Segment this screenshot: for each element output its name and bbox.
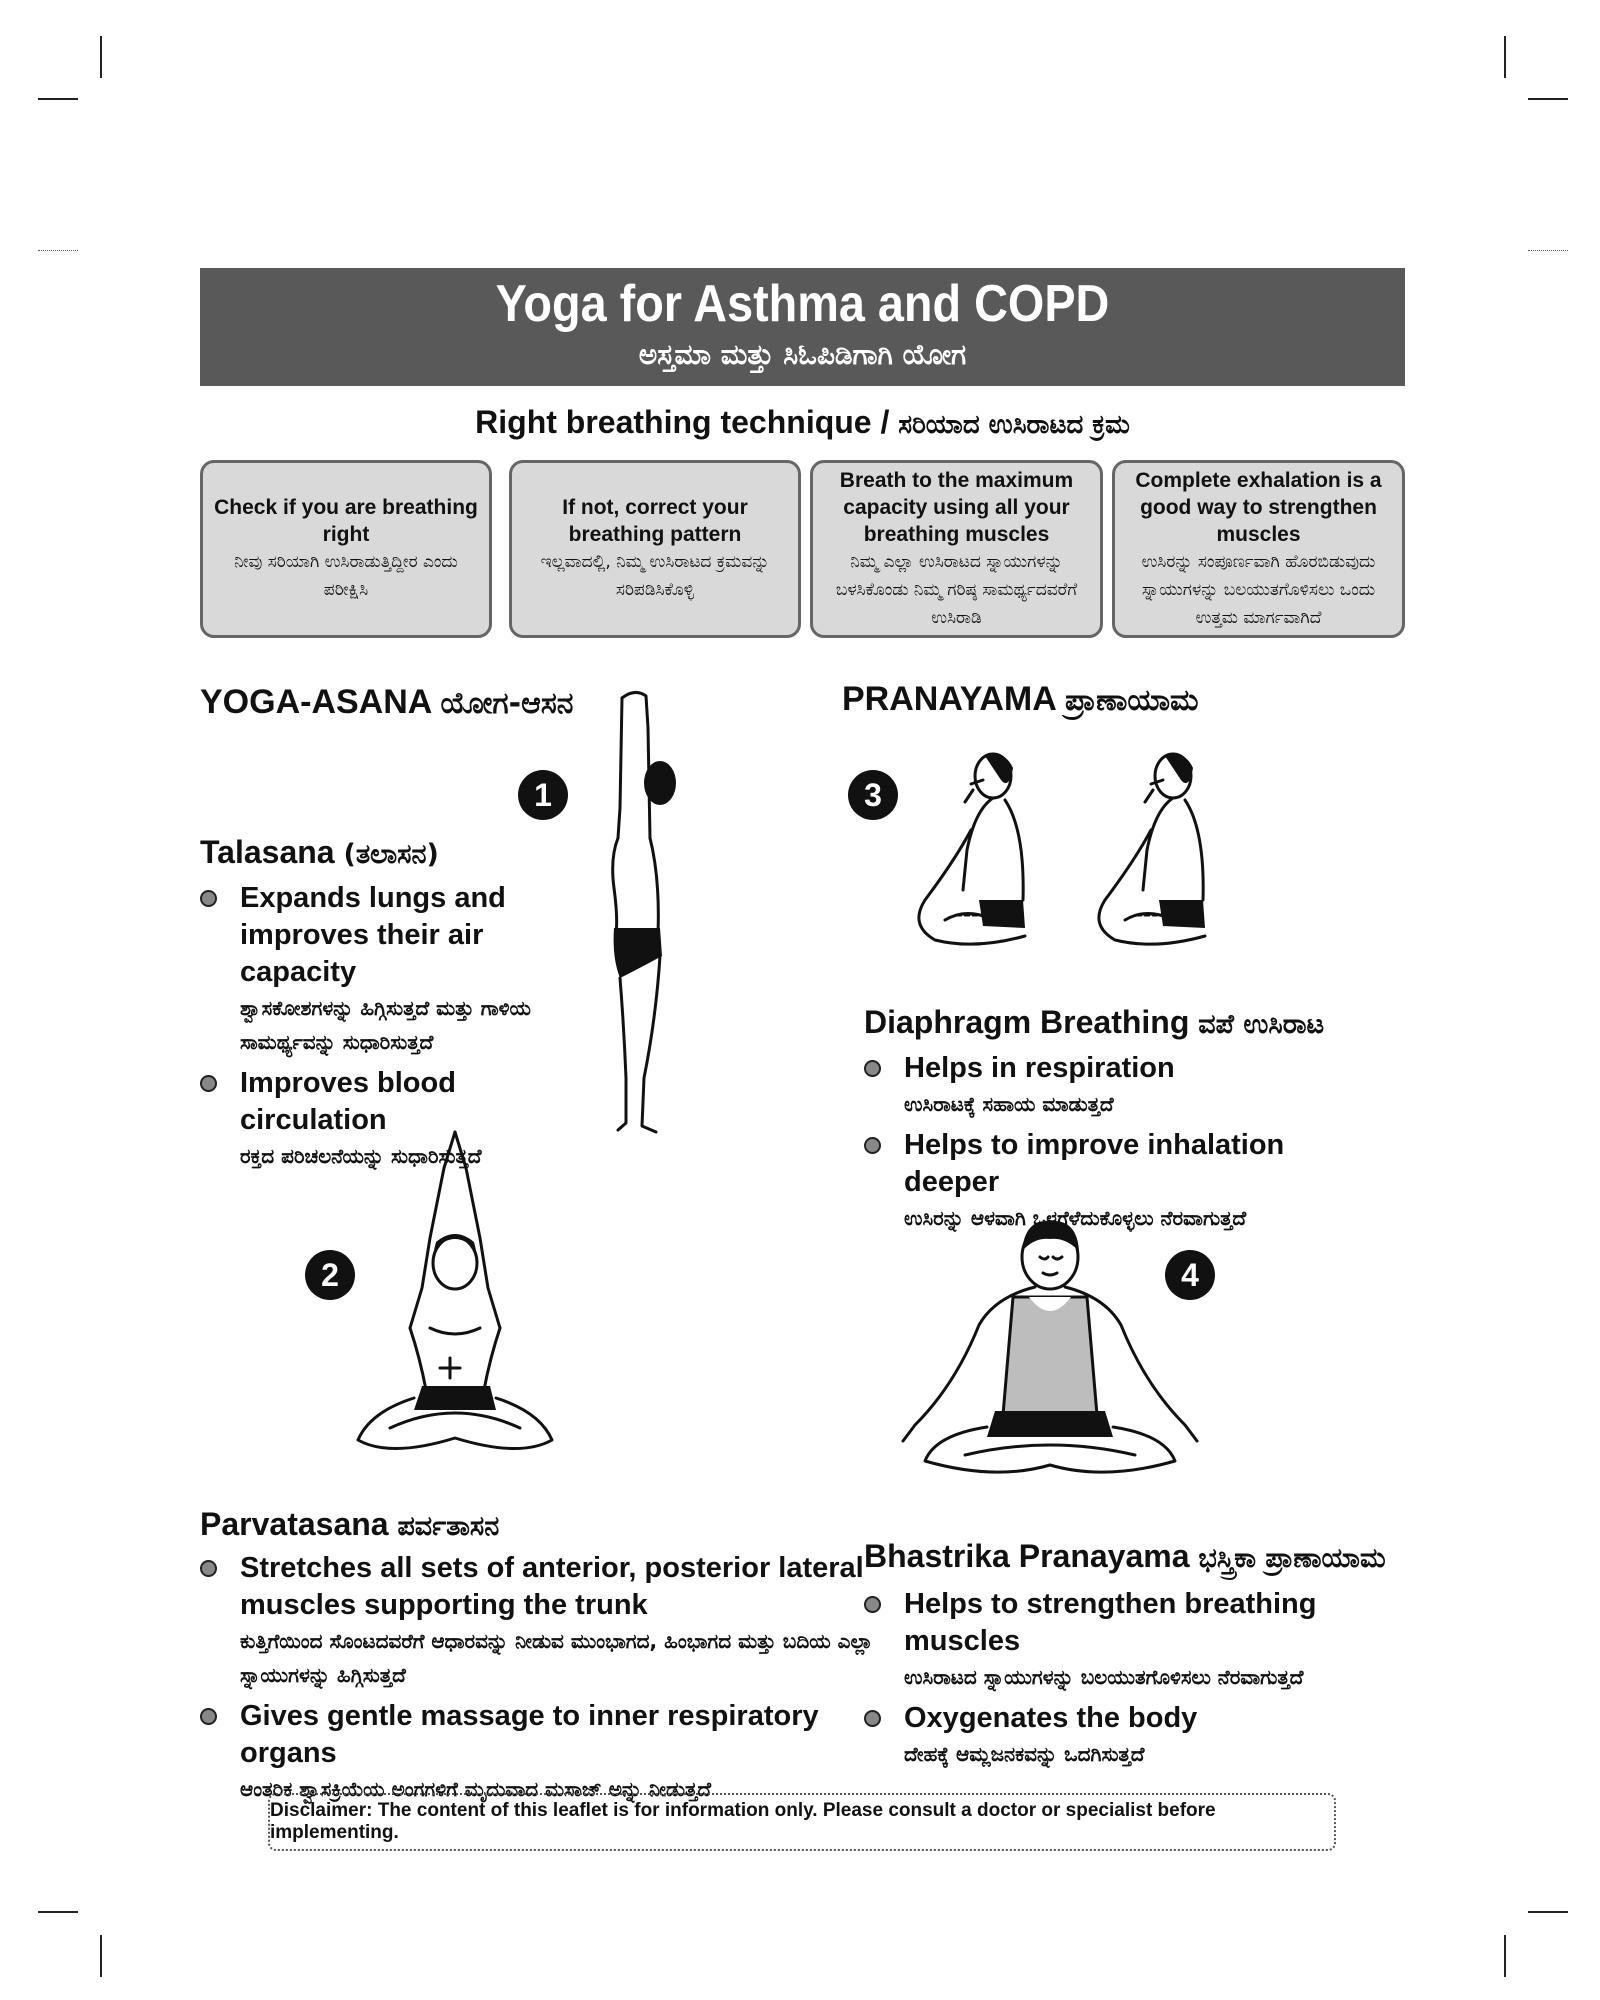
fold-mark <box>1528 250 1568 251</box>
yoga-asana-title: YOGA-ASANA <box>200 683 432 721</box>
talasana-title <box>200 834 439 871</box>
list-item <box>864 1127 1384 1235</box>
parvatasana-benefits <box>200 1550 880 1812</box>
pose-name-kannada: ವಪೆ ಉಸಿರಾಟ <box>1198 1009 1325 1040</box>
disclaimer-box <box>268 1793 1336 1851</box>
crop-mark <box>38 1911 78 1913</box>
pose-name: Talasana <box>200 834 335 870</box>
pranayama-heading <box>842 680 1199 719</box>
benefit-text-kannada: ಕುತ್ತಿಗೆಯಿಂದ ಸೊಂಟದವರೆಗೆ ಆಧಾರವನ್ನು ನೀಡುವ ಮುಂಭಾಗದ, ಹಿಂಭಾಗದ ಮತ್ತು ಬದಿಯ ಎಲ್ಲಾ ಸ್ನಾಯುಗಳನ್ನು ಹಿಗ್ಗಿಸುತ್ತದೆ <box>240 1629 873 1687</box>
list-item <box>864 1050 1384 1121</box>
benefit-text: Expands lungs and improves their air capacity <box>240 882 506 988</box>
step-box <box>810 460 1103 638</box>
step-text-kannada: ನಿಮ್ಮ ಎಲ್ಲಾ ಉಸಿರಾಟದ ಸ್ನಾಯುಗಳನ್ನು ಬಳಸಿಕೊಂಡು ನಿಮ್ಮ ಗರಿಷ್ಠ ಸಾಮರ್ಥ್ಯದವರೆಗೆ ಉಸಿರಾಡಿ <box>835 551 1078 628</box>
benefit-text-kannada: ಉಸಿರನ್ನು ಆಳವಾಗಿ ಒಳಗೆಳೆದುಕೊಳ್ಳಲು ನೆರವಾಗುತ್ತದೆ <box>904 1206 1247 1230</box>
step-text: Breath to the maximum capacity using all your breathing muscles <box>839 468 1074 546</box>
pose-name-kannada: ಪರ್ವತಾಸನ <box>397 1511 500 1542</box>
list-item <box>864 1700 1404 1771</box>
pose-name-kannada: ಭಸ್ತ್ರಿಕಾ ಪ್ರಾಣಾಯಾಮ <box>1198 1543 1386 1574</box>
bhastrika-title <box>864 1538 1386 1575</box>
diaphragm-breathing-title <box>864 1004 1324 1041</box>
bhastrika-benefits <box>864 1586 1404 1777</box>
crop-mark <box>1504 36 1506 78</box>
pose-name: Bhastrika Pranayama <box>864 1538 1190 1574</box>
step-text-kannada: ಇಲ್ಲವಾದಲ್ಲಿ, ನಿಮ್ಮ ಉಸಿರಾಟದ ಕ್ರಮವನ್ನು ಸರಿಪಡಿಸಿಕೊಳ್ಳಿ <box>540 552 770 600</box>
subtitle-separator: / <box>871 404 899 440</box>
pranayama-title: PRANAYAMA <box>842 680 1056 718</box>
diaphragm-breathing-benefits <box>864 1050 1384 1241</box>
benefit-text-kannada: ಉಸಿರಾಟಕ್ಕೆ ಸಹಾಯ ಮಾಡುತ್ತದೆ <box>904 1092 1114 1116</box>
talasana-benefits <box>200 880 600 1179</box>
list-item <box>200 1550 880 1692</box>
bullet-icon <box>864 1596 881 1613</box>
pose-number-badge: 2 <box>305 1250 355 1300</box>
bullet-icon <box>200 1075 217 1092</box>
crop-mark <box>1528 98 1568 100</box>
step-box <box>200 460 492 638</box>
bullet-icon <box>864 1137 881 1154</box>
page-title-kannada: ಅಸ್ತಮಾ ಮತ್ತು ಸಿಓಪಿಡಿಗಾಗಿ ಯೋಗ <box>638 338 967 371</box>
pose-name-kannada: (ತಲಾಸನ) <box>343 839 439 870</box>
list-item <box>864 1586 1404 1694</box>
parvatasana-title <box>200 1506 499 1543</box>
benefit-text: Oxygenates the body <box>904 1702 1198 1734</box>
section-subtitle <box>200 404 1405 441</box>
step-box <box>1112 460 1405 638</box>
talasana-illustration <box>590 688 700 1138</box>
benefit-text-kannada: ಉಸಿರಾಟದ ಸ್ನಾಯುಗಳನ್ನು ಬಲಯುತಗೊಳಿಸಲು ನೆರವಾಗುತ್ತದೆ <box>904 1665 1304 1689</box>
pose-number-badge: 1 <box>518 770 568 820</box>
bullet-icon <box>200 1708 217 1725</box>
crop-mark <box>1528 1911 1568 1913</box>
benefit-text-kannada: ದೇಹಕ್ಕೆ ಆಮ್ಲಜನಕವನ್ನು ಒದಗಿಸುತ್ತದೆ <box>904 1742 1145 1766</box>
crop-mark <box>100 36 102 78</box>
step-text: If not, correct your breathing pattern <box>562 496 748 546</box>
subtitle-kannada: ಸರಿಯಾದ ಉಸಿರಾಟದ ಕ್ರಮ <box>898 410 1130 440</box>
benefit-text-kannada: ರಕ್ತದ ಪರಿಚಲನೆಯನ್ನು ಸುಧಾರಿಸುತ್ತದೆ <box>240 1144 482 1168</box>
disclaimer-text: Disclaimer: The content of this leaflet is for information only. Please consult a doctor or specialist before implementing. <box>270 1800 1216 1843</box>
pranayama-title-kannada: ಪ್ರಾಣಾಯಾಮ <box>1064 683 1199 718</box>
step-text-kannada: ನೀವು ಸರಿಯಾಗಿ ಉಸಿರಾಡುತ್ತಿದ್ದೀರ ಎಂದು ಪರೀಕ್ಷಿಸಿ <box>234 552 458 600</box>
benefit-text: Improves blood circulation <box>240 1067 456 1136</box>
title-banner <box>200 268 1405 386</box>
fold-mark <box>38 250 78 251</box>
pose-name: Diaphragm Breathing <box>864 1004 1190 1040</box>
benefit-text-kannada: ಶ್ವಾಸಕೋಶಗಳನ್ನು ಹಿಗ್ಗಿಸುತ್ತದೆ ಮತ್ತು ಗಾಳಿಯ ಸಾಮರ್ಥ್ಯವನ್ನು ಸುಧಾರಿಸುತ್ತದೆ <box>240 996 531 1054</box>
bullet-icon <box>200 890 217 907</box>
crop-mark <box>100 1935 102 1977</box>
pose-number-badge: 4 <box>1165 1250 1215 1300</box>
list-item <box>200 880 600 1059</box>
benefit-text-kannada: ಆಂತರಿಕ ಶ್ವಾಸಕ್ರಿಯೆಯ ಅಂಗಗಳಿಗೆ ಮೃದುವಾದ ಮಸಾಜ್ ಅನ್ನು ನೀಡುತ್ತದೆ <box>240 1777 712 1801</box>
parvatasana-illustration <box>350 1128 560 1478</box>
list-item <box>200 1065 600 1173</box>
pose-number-badge: 3 <box>848 770 898 820</box>
step-text: Complete exhalation is a good way to strengthen muscles <box>1135 468 1382 546</box>
pose-name: Parvatasana <box>200 1506 389 1542</box>
benefit-text: Gives gentle massage to inner respiratory organs <box>240 1700 819 1769</box>
benefit-text: Helps to strengthen breathing muscles <box>904 1588 1317 1657</box>
yoga-asana-title-kannada: ಯೋಗ-ಆಸನ <box>440 686 574 721</box>
bullet-icon <box>864 1060 881 1077</box>
step-box <box>509 460 801 638</box>
benefit-text: Helps to improve inhalation deeper <box>904 1129 1285 1198</box>
bhastrika-illustration <box>895 1215 1205 1485</box>
subtitle-english: Right breathing technique <box>475 404 872 440</box>
diaphragm-breathing-illustration <box>905 750 1235 980</box>
crop-mark <box>1504 1935 1506 1977</box>
page-title: Yoga for Asthma and COPD <box>495 275 1110 333</box>
bullet-icon <box>864 1710 881 1727</box>
step-text: Check if you are breathing right <box>214 496 478 546</box>
list-item <box>200 1698 880 1806</box>
step-text-kannada: ಉಸಿರನ್ನು ಸಂಪೂರ್ಣವಾಗಿ ಹೊರಬಿಡುವುದು ಸ್ನಾಯುಗಳನ್ನು ಬಲಯುತಗೊಳಿಸಲು ಒಂದು ಉತ್ತಮ ಮಾರ್ಗವಾಗಿದೆ <box>1141 551 1376 628</box>
yoga-asana-heading <box>200 683 574 722</box>
crop-mark <box>38 98 78 100</box>
benefit-text: Helps in respiration <box>904 1052 1175 1084</box>
benefit-text: Stretches all sets of anterior, posterior lateral muscles supporting the trunk <box>240 1552 864 1621</box>
bullet-icon <box>200 1560 217 1577</box>
